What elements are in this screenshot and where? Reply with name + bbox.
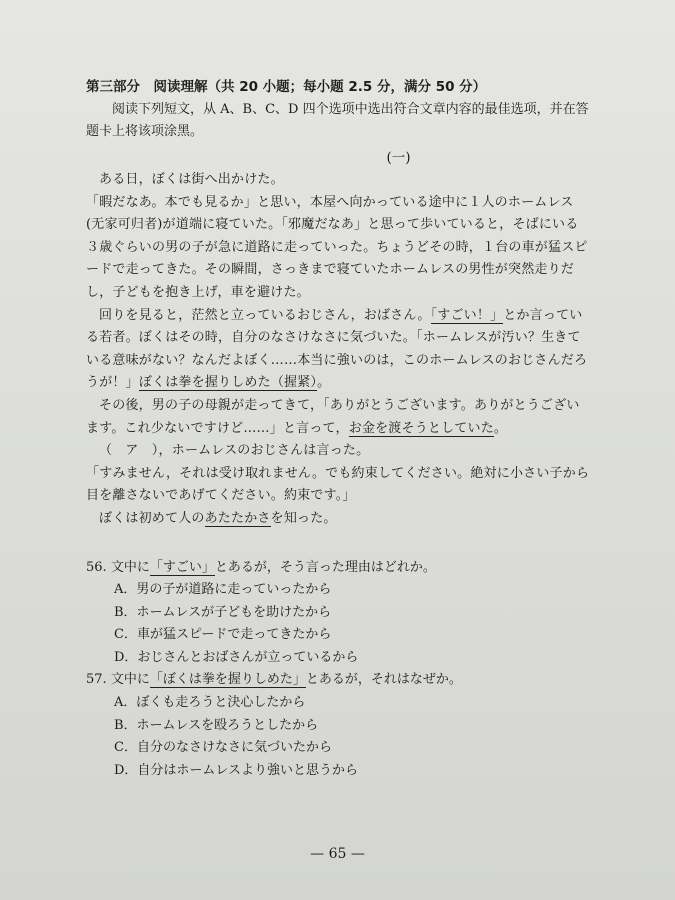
option-57-a: A．ぼくも走ろうと決心したから xyxy=(114,695,306,711)
paragraph-text: とか言っている若者。ぼくはその時，自分のなさけなさに気づいた。「ホームレスが汚い？生きている意味がない？なんだよぼく……本当に強いのは，このホームレスのおじさんだろうが！」 xyxy=(86,307,588,391)
instruction-text: 阅读下列短文，从 A、B、C、D 四个选项中选出符合文章内容的最佳选项，并在答题卡上将该项涂黑。 xyxy=(86,102,589,139)
question-stem: 文中に xyxy=(110,559,150,575)
option-57-c: C．自分のなさけなさに気づいたから xyxy=(114,740,332,756)
passage-paragraph-5: （ ア ），ホームレスのおじさんは言った。 xyxy=(99,443,370,459)
underlined-phrase-warmth: あたたかさ xyxy=(204,510,271,526)
passage-paragraph-3 xyxy=(86,305,591,395)
option-56-a: A．男の子が道路に走っていったから xyxy=(114,582,332,598)
question-number: 56. xyxy=(86,559,107,575)
passage-paragraph-4 xyxy=(86,395,591,440)
question-stem: とあるが，そう言った理由はどれか。 xyxy=(214,559,436,575)
option-56-d: D．おじさんとおばさんが立っているから xyxy=(114,649,359,665)
option-57-b: B．ホームレスを殴ろうとしたから xyxy=(114,717,319,733)
paragraph-text: その後，男の子の母親が走ってきて，「ありがとうございます。ありがとうございます。これ少ないですけど……」と言って， xyxy=(86,397,580,436)
page-number: — 65 — xyxy=(310,846,365,862)
underlined-phrase-sugoi: 「すごい！」 xyxy=(430,307,504,323)
option-56-c: C．車が猛スピードで走ってきたから xyxy=(114,627,332,643)
paragraph-text: ぼくは初めて人の xyxy=(99,510,205,526)
question-stem: 文中に xyxy=(110,672,150,688)
underlined-phrase-fist: ぼくは拳を握りしめた（握紧） xyxy=(138,375,318,391)
question-stem: とあるが，それはなぜか。 xyxy=(305,672,462,688)
reading-passage xyxy=(86,169,591,531)
question-56 xyxy=(86,557,591,580)
question-underlined: 「ぼくは拳を握りしめた」 xyxy=(149,672,306,688)
option-57-d: D．自分はホームレスより強いと思うから xyxy=(114,762,359,778)
paragraph-text: 。 xyxy=(317,375,331,391)
option-56-b: B．ホームレスが子どもを助けたから xyxy=(114,604,332,620)
question-57 xyxy=(86,669,591,692)
passage-number: (一) xyxy=(386,150,411,166)
section-title: 第三部分 阅读理解（共 20 小题；每小题 2.5 分，满分 50 分） xyxy=(86,79,487,95)
passage-paragraph-6: 「すみません，それは受け取れません。でも約束してください。絶対に小さい子から目を離さないであげてください。約束です。」 xyxy=(86,465,590,504)
underlined-phrase-money: お金を渡そうとしていた xyxy=(348,420,494,436)
passage-paragraph-2: 「暇だなあ。本でも見るか」と思い，本屋へ向かっている途中に１人のホームレス(无家可归者)が道端に寝ていた。「邪魔だなあ」と思って歩いていると，そばにいる３歳ぐらいの男の子が急に道路に走っていった。ちょうどその時，１台の車が猛スピードで走ってきた。その瞬間，さっきまで寝ていたホームレスの男性が突然走りだし，子どもを抱き上げ，車を避けた。 xyxy=(86,194,588,300)
paragraph-text: を知った。 xyxy=(270,510,337,526)
passage-paragraph-1: ある日，ぼくは街へ出かけた。 xyxy=(99,172,284,187)
page-content xyxy=(86,76,591,782)
question-number: 57. xyxy=(86,672,107,688)
paragraph-text: 。 xyxy=(493,420,508,436)
question-underlined: 「すごい」 xyxy=(149,559,215,575)
paragraph-text: 回りを見ると，茫然と立っているおじさん，おばさん。 xyxy=(99,307,431,323)
passage-paragraph-7 xyxy=(86,508,591,531)
